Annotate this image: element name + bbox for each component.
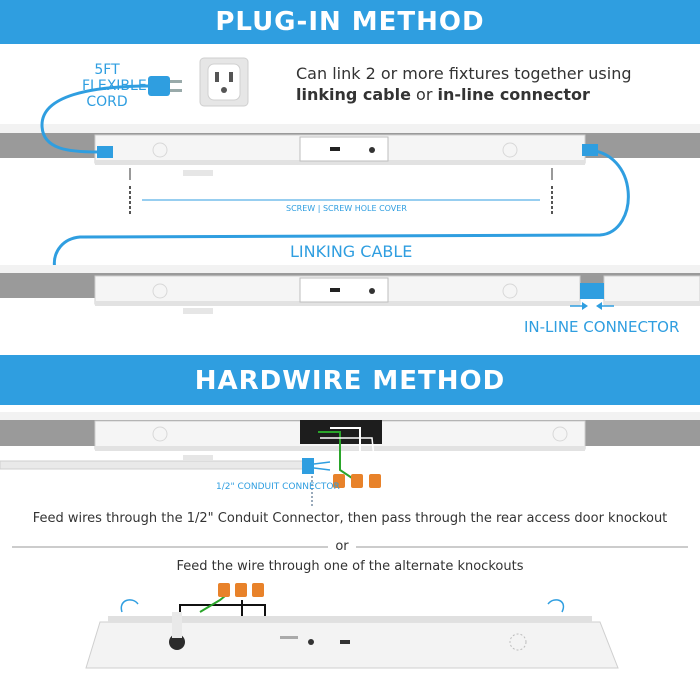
wire-nuts-1 [333, 474, 381, 488]
linking-note [296, 63, 632, 105]
fixture-1 [95, 135, 585, 176]
instruction-conduit: Feed wires through the 1/2" Conduit Connector, then pass through the rear access door knockout [32, 511, 668, 526]
inline-connector-label: IN-LINE CONNECTOR [524, 318, 680, 336]
plugin-method-title: PLUG-IN METHOD [215, 7, 485, 37]
cord-label-length: 5FT [94, 62, 120, 78]
knockout-arrow-right-icon [548, 600, 563, 612]
linking-note-or: or [410, 85, 438, 104]
fixture-5 [86, 612, 618, 668]
linking-cable-label: LINKING CABLE [290, 242, 413, 261]
wire-nuts-2 [218, 583, 264, 597]
hardwire-method-title: HARDWIRE METHOD [194, 366, 506, 396]
cord-label-flexible: FLEXIBLE [82, 78, 147, 94]
cord-label [82, 62, 147, 110]
wall-outlet-icon [200, 58, 248, 106]
conduit-pipe [0, 461, 310, 469]
linking-note-line-1: Can link 2 or more fixtures together using [296, 64, 632, 83]
fixture-3-partial [604, 276, 700, 306]
screw-label: SCREW | SCREW HOLE COVER [286, 204, 407, 213]
linking-note-bold-1: linking cable [296, 85, 411, 104]
or-text: or [335, 539, 349, 554]
instruction-knockout: Feed the wire through one of the alternate knockouts [176, 559, 524, 574]
cord-label-cord: CORD [86, 94, 128, 110]
conduit-connector-label: 1/2" CONDUIT CONNECTOR [216, 482, 340, 492]
alternate-knockout-wiring [180, 596, 265, 616]
fixture-2 [95, 276, 580, 314]
linking-note-bold-2: in-line connector [437, 85, 590, 104]
knockout-arrow-left-icon [121, 600, 138, 612]
